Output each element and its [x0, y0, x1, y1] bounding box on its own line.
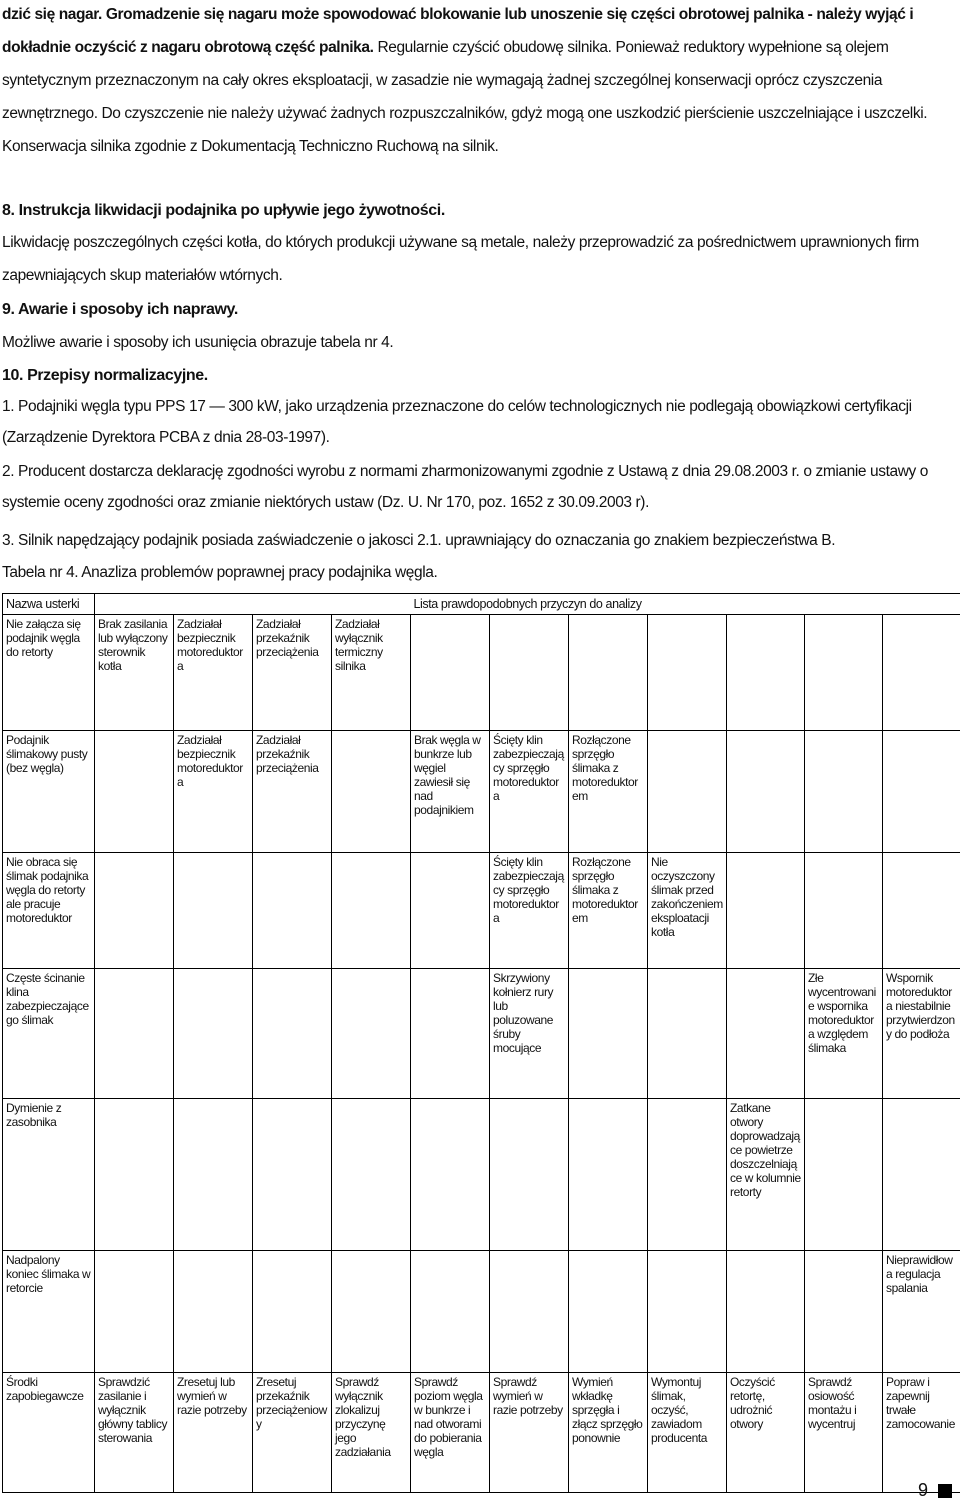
cause-cell: Zadziałał przekaźnik przeciążenia [253, 731, 332, 853]
cause-cell [569, 969, 648, 1099]
fault-name-cell: Nie obraca się ślimak podajnika węgla do retorty ale pracuje motoreduktor [3, 853, 95, 969]
page-number [918, 1480, 952, 1501]
cause-cell [253, 969, 332, 1099]
table-row [3, 615, 960, 731]
cause-cell [648, 731, 727, 853]
fault-name-cell: Częste ścinanie klina zabezpieczającego ślimak [3, 969, 95, 1099]
table-row [3, 731, 960, 853]
table-row [3, 969, 960, 1099]
section-8-heading: 8. Instrukcja likwidacji podajnika po upływie jego żywotności. [2, 202, 445, 219]
cause-cell [332, 1251, 411, 1373]
table-row [3, 1099, 960, 1251]
regulation-item-3: 3. Silnik napędzający podajnik posiada zaświadczenie o jakosci 2.1. uprawniający do oznaczania go znakiem bezpieczeństwa B. [2, 532, 836, 549]
cause-cell [805, 1099, 883, 1251]
cause-cell: Wymontuj ślimak, oczyść, zawiadom producenta [648, 1373, 727, 1493]
section-8-text: Likwidację poszczególnych części kotła, do których produkcji używane są metale, należy przeprowadzić za pośrednictwem uprawnionych firm zapewniających skup materiałów wtórnych. [2, 234, 919, 284]
cause-cell: Zadziałał bezpiecznik motoreduktora [174, 615, 253, 731]
table-header-row [3, 594, 960, 615]
table-row [3, 1251, 960, 1373]
cause-cell: Rozłączone sprzęgło ślimaka z motoreduktorem [569, 731, 648, 853]
cause-cell [805, 853, 883, 969]
cause-cell [648, 615, 727, 731]
cause-cell: Nie oczyszczony ślimak przed zakończeniem eksploatacji kotła [648, 853, 727, 969]
fault-name-cell: Nadpalony koniec ślimaka w retorcie [3, 1251, 95, 1373]
cause-cell [174, 853, 253, 969]
cause-cell [727, 615, 805, 731]
cause-cell [648, 1099, 727, 1251]
cause-cell: Ścięty klin zabezpieczający sprzęgło motoreduktora [490, 731, 569, 853]
cause-cell [727, 853, 805, 969]
page-number-text: 9 [917, 1480, 928, 1500]
section-9-text: Możliwe awarie i sposoby ich usunięcia obrazuje tabela nr 4. [2, 334, 394, 351]
cause-cell: Brak węgla w bunkrze lub węgiel zawiesił się nad podajnikiem [411, 731, 490, 853]
table-row [3, 853, 960, 969]
cause-cell: Rozłączone sprzęgło ślimaka z motoreduktorem [569, 853, 648, 969]
cause-cell [332, 969, 411, 1099]
cause-cell [490, 615, 569, 731]
cause-cell: Zadziałał przekaźnik przeciążenia [253, 615, 332, 731]
intro-paragraph [2, 0, 958, 163]
cause-cell [411, 853, 490, 969]
cause-cell: Nieprawidłowa regulacja spalania [883, 1251, 960, 1373]
cause-cell [805, 1251, 883, 1373]
cause-cell: Sprawdź osiowość montażu i wycentruj [805, 1373, 883, 1493]
cause-cell: Sprawdzić zasilanie i wyłącznik główny tablicy sterowania [95, 1373, 174, 1493]
cause-cell: Sprawdź wyłącznik zlokalizuj przyczynę jego zadziałania [332, 1373, 411, 1493]
cause-cell: Wymień wkładkę sprzęgła i złącz sprzęgło ponownie [569, 1373, 648, 1493]
cause-cell [411, 1251, 490, 1373]
fault-name-cell: Dymienie z zasobnika [3, 1099, 95, 1251]
cause-cell [727, 1251, 805, 1373]
header-fault-name: Nazwa usterki [3, 594, 95, 615]
page-marker-square [938, 1484, 952, 1498]
cause-cell [883, 731, 960, 853]
cause-cell [883, 1099, 960, 1251]
cause-cell [253, 1099, 332, 1251]
regulation-item-2: 2. Producent dostarcza deklarację zgodności wyrobu z normami zharmonizowanymi zgodnie z Ustawą z dnia 29.08.2003 r. o zmianie ustawy o systemie oceny zgodności oraz zmianie niektórych ustaw (Dz. U. Nr 170, poz. 1652 z 30.09.2003 r). [2, 463, 928, 511]
cause-cell: Zresetuj przekaźnik przeciążeniowy [253, 1373, 332, 1493]
cause-cell [648, 969, 727, 1099]
cause-cell [805, 731, 883, 853]
cause-cell [332, 731, 411, 853]
cause-cell [253, 1251, 332, 1373]
intro-text: Regularnie czyścić obudowę silnika. Ponieważ reduktory wypełnione są olejem syntetycznym przeznaczonym na cały okres eksploatacji, w zasadzie nie wymagają żadnej szczególnej konserwacji oprócz czyszczenia zewnętrznego. Do czyszczenie nie należy używać żadnych rozpuszczalników, gdyż mogą one uszkodzić pierścienie uszczelniające i uszczelki. Konserwacja silnika zgodnie z Dokumentacją Techniczno Ruchową na silnik. [2, 39, 928, 155]
intro-bold-text: dzić się nagar. Gromadzenie się nagaru może spowodować blokowanie lub unoszenie się części obrotowej palnika - należy wyjąć i dokładnie oczyścić z nagaru obrotową część palnika. [2, 6, 914, 56]
cause-cell [174, 1099, 253, 1251]
cause-cell [727, 969, 805, 1099]
cause-cell: Brak zasilania lub wyłączony sterownik kotła [95, 615, 174, 731]
fault-name-cell: Środki zapobiegawcze [3, 1373, 95, 1493]
cause-cell [95, 731, 174, 853]
cause-cell [727, 731, 805, 853]
cause-cell: Zadziałał wyłącznik termiczny silnika [332, 615, 411, 731]
cause-cell: Zatkane otwory doprowadzające powietrze doszczelniające w kolumnie retorty [727, 1099, 805, 1251]
cause-cell [253, 853, 332, 969]
cause-cell [490, 1099, 569, 1251]
cause-cell [95, 853, 174, 969]
cause-cell [95, 1099, 174, 1251]
cause-cell [174, 1251, 253, 1373]
table-caption: Tabela nr 4. Anazliza problemów poprawnej pracy podajnika węgla. [2, 564, 438, 581]
cause-cell [648, 1251, 727, 1373]
cause-cell: Wspornik motoreduktora niestabilnie przytwierdzony do podłoża [883, 969, 960, 1099]
cause-cell: Popraw i zapewnij trwałe zamocowanie [883, 1373, 960, 1493]
cause-cell [883, 853, 960, 969]
cause-cell [411, 615, 490, 731]
header-causes-list: Lista prawdopodobnych przyczyn do analizy [95, 594, 960, 615]
cause-cell: Złe wycentrowanie wspornika motoreduktora względem ślimaka [805, 969, 883, 1099]
cause-cell [805, 615, 883, 731]
cause-cell [332, 853, 411, 969]
section-10-heading: 10. Przepisy normalizacyjne. [2, 367, 208, 384]
cause-cell [569, 1251, 648, 1373]
cause-cell: Sprawdź wymień w razie potrzeby [490, 1373, 569, 1493]
cause-cell: Sprawdź poziom węgla w bunkrze i nad otworami do pobierania węgla [411, 1373, 490, 1493]
cause-cell [411, 1099, 490, 1251]
table-row [3, 1373, 960, 1493]
cause-cell [490, 1251, 569, 1373]
section-9-heading: 9. Awarie i sposoby ich naprawy. [2, 301, 238, 318]
cause-cell: Skrzywiony kołnierz rury lub poluzowane śruby mocujące [490, 969, 569, 1099]
cause-cell [569, 615, 648, 731]
fault-name-cell: Nie załącza się podajnik węgla do retorty [3, 615, 95, 731]
cause-cell [569, 1099, 648, 1251]
cause-cell: Zadziałał bezpiecznik motoreduktora [174, 731, 253, 853]
cause-cell [174, 969, 253, 1099]
cause-cell [332, 1099, 411, 1251]
cause-cell [883, 615, 960, 731]
cause-cell: Ścięty klin zabezpieczający sprzęgło motoreduktora [490, 853, 569, 969]
cause-cell: Oczyścić retortę, udrożnić otwory [727, 1373, 805, 1493]
fault-name-cell: Podajnik ślimakowy pusty (bez węgla) [3, 731, 95, 853]
cause-cell [411, 969, 490, 1099]
fault-analysis-table [2, 593, 960, 1493]
cause-cell [95, 969, 174, 1099]
cause-cell: Zresetuj lub wymień w razie potrzeby [174, 1373, 253, 1493]
cause-cell [95, 1251, 174, 1373]
regulation-item-1: 1. Podajniki węgla typu PPS 17 — 300 kW, jako urządzenia przeznaczone do celów technologicznych nie podlegają obowiązkowi certyfikacji (Zarządzenie Dyrektora PCBA z dnia 28-03-1997). [2, 398, 912, 446]
